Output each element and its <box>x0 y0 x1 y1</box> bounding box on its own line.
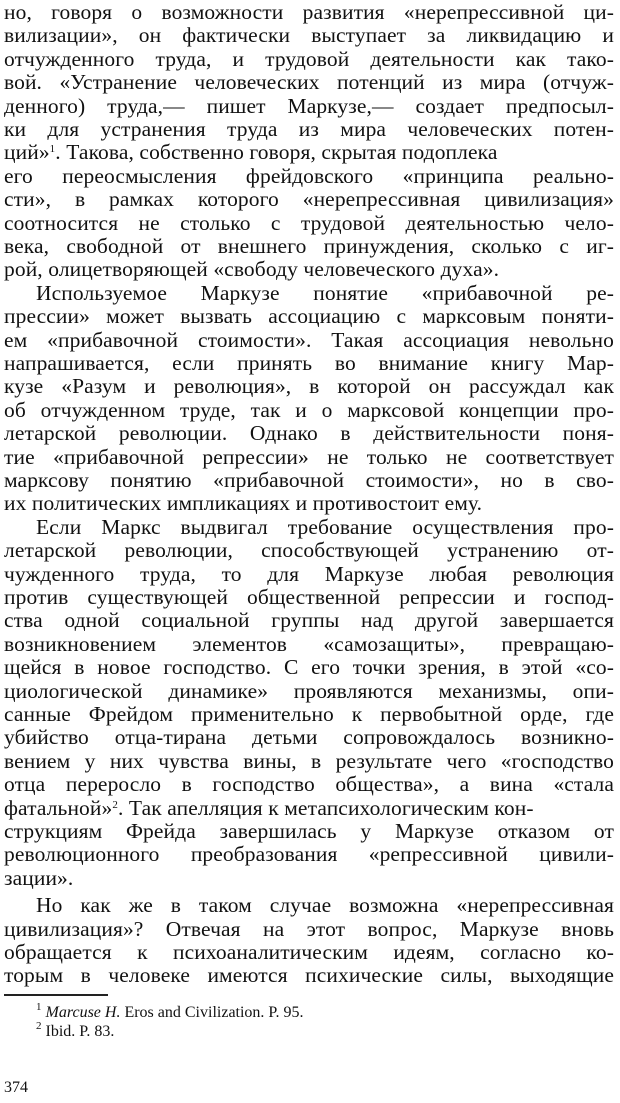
text-line-33: вением у них чувства вины, в результате чего «господство <box>4 748 614 773</box>
text-line-23: Если Маркс выдвигал требование осуществления про- <box>36 514 614 539</box>
text-line-35-start: фатальной» <box>4 795 113 820</box>
text-line-35 <box>4 796 614 820</box>
text-line-41: обращается к психоаналитическим идеям, согласно ко- <box>4 940 614 964</box>
text-line-32: убийство отца-тирана детьми сопровождалось возникно- <box>4 725 614 750</box>
text-line-27: ства одной социальной группы над другой завершается <box>4 608 614 633</box>
footnote-author: Marcuse H. <box>45 1004 121 1022</box>
text-line-40: цивилизация»? Отвечая на этот вопрос, Маркузе вновь <box>4 916 614 941</box>
text-line-14: прессии» может вызвать ассоциацию с марксовым поняти- <box>4 304 614 329</box>
footnote-mark: 2 <box>36 1020 42 1033</box>
text-line-10: соотносится не столько с трудовой деятельностью чело- <box>4 210 614 235</box>
text-line-19: летарской революции. Однако в действительности поня- <box>4 421 614 446</box>
text-line-12: рой, олицетворяющей «свободу человеческого духа». <box>4 257 500 282</box>
footnote-2 <box>36 1022 114 1042</box>
text-line-28: возникновением элементов «самозащиты», превращаю- <box>4 631 614 656</box>
text-line-29: щейся в новое господство. С его точки зрения, в этой «со- <box>4 655 614 680</box>
text-line-17: кузе «Разум и революция», в которой он рассуждал как <box>4 374 614 399</box>
text-line-34: отца переросло в господство общества», а вина «стала <box>4 772 614 797</box>
footnote-ref-2: 2 <box>112 798 118 811</box>
text-line-21: марксову понятию «прибавочной стоимости», но в сво- <box>4 468 614 492</box>
text-line-25: чужденного труда, то для Маркузе любая революция <box>4 561 614 586</box>
page-number: 374 <box>4 1079 28 1096</box>
text-line-39: Но как же в таком случае возможна «нерепрессивная <box>36 893 614 918</box>
text-line-15: ем «прибавочной стоимости». Такая ассоциация невольно <box>4 327 614 352</box>
text-line-37: революционного преобразования «репрессивной цивили- <box>4 842 614 867</box>
text-line-9: сти», в рамках которого «нерепрессивная цивилизация» <box>4 187 614 212</box>
text-line-30: циологической динамике» проявляются механизмы, опи- <box>4 678 614 703</box>
footnote-text: Eros and Civilization. P. 95. <box>120 1004 304 1022</box>
text-line-22: их политических импликациях и противостоит ему. <box>4 491 483 516</box>
text-line-36: струкциям Фрейда завершилась у Маркузе отказом от <box>4 819 614 843</box>
text-line-3: отчужденного труда, и трудовой деятельности как тако- <box>4 46 614 71</box>
text-line-7-start: ций» <box>4 140 50 165</box>
text-line-6: ки для устранения труда из мира человеческих потен- <box>4 117 614 141</box>
text-line-4: вой. «Устранение человеческих потенций из мира (отчуж- <box>4 70 614 95</box>
text-line-5: денного) труда,— пишет Маркузе,— создает предпосыл- <box>4 93 614 118</box>
text-line-31: санные Фрейдом применительно к первобытной орде, где <box>4 702 614 726</box>
text-line-18: об отчужденном труде, так и о марксовой концепции про- <box>4 397 614 422</box>
text-line-42: торым в человеке имеются психические силы, выходящие <box>4 963 614 988</box>
text-line-13: Используемое Маркузе понятие «прибавочной ре- <box>36 280 614 305</box>
footnote-1 <box>36 1003 304 1023</box>
text-line-1: но, говоря о возможности развития «нерепрессивной ци- <box>4 0 614 24</box>
text-line-11: века, свободной от внешнего принуждения, сколько с иг- <box>4 234 614 258</box>
footnote-mark: 1 <box>36 1001 42 1014</box>
text-line-38: зации». <box>4 865 74 890</box>
footnote-text: Ibid. P. 83. <box>45 1023 115 1041</box>
text-line-26: против существующей общественной репрессии и господ- <box>4 585 614 609</box>
footnote-divider <box>4 994 108 996</box>
text-line-2: вилизации», он фактически выступает за ликвидацию и <box>4 23 614 48</box>
text-line-16: напрашивается, если принять во внимание книгу Мар- <box>4 351 614 375</box>
text-line-20: тие «прибавочной репрессии» не только не соответствует <box>4 444 614 469</box>
text-line-7-rest: . Такова, собственно говоря, скрытая подоплека <box>55 140 498 165</box>
text-line-7 <box>4 140 614 164</box>
text-line-8: его переосмысления фрейдовского «принципа реально- <box>4 163 614 188</box>
text-line-35-rest: . Так апелляция к метапсихологическим кон- <box>117 795 534 820</box>
footnote-ref-1: 1 <box>49 143 56 156</box>
text-line-24: летарской революции, способствующей устранению от- <box>4 538 614 563</box>
